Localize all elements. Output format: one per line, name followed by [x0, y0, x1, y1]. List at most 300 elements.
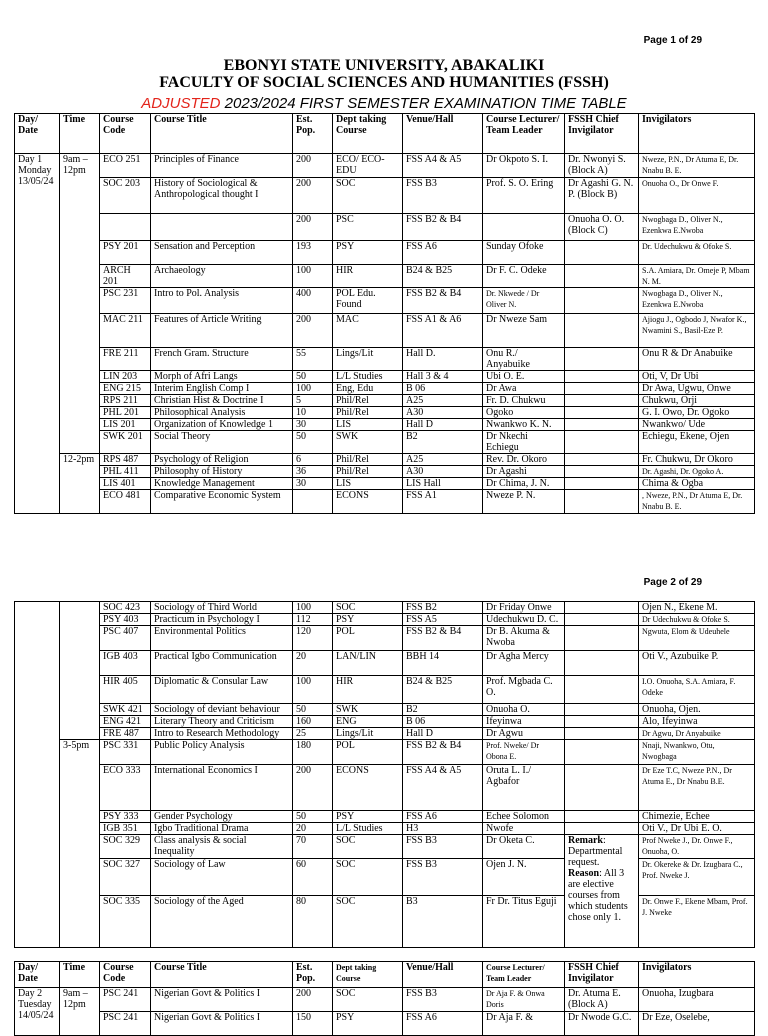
time-cell: 3-5pm — [60, 740, 100, 948]
course-title: Psychology of Religion — [151, 454, 293, 466]
table-row — [15, 490, 755, 514]
est-pop: 36 — [293, 466, 333, 478]
course-code: PHL 411 — [100, 466, 151, 478]
course-code: ECO 251 — [100, 154, 151, 178]
chief-invigilator: Dr Nwode G.C. — [565, 1012, 639, 1036]
venue: A25 — [403, 454, 483, 466]
course-title: Sociology of Third World — [151, 602, 293, 614]
invigilators: Dr. Udechukwu & Ofoke S. — [639, 241, 755, 265]
table-row — [15, 478, 755, 490]
est-pop: 200 — [293, 765, 333, 811]
course-code: PSC 231 — [100, 288, 151, 314]
course-code: SWK 421 — [100, 704, 151, 716]
dept: HIR — [333, 265, 403, 288]
course-title: Class analysis & social Inequality — [151, 835, 293, 859]
dept: ECONS — [333, 490, 403, 514]
est-pop: 50 — [293, 704, 333, 716]
venue: A30 — [403, 407, 483, 419]
table-header-row — [15, 114, 755, 154]
course-title: Christian Hist & Doctrine I — [151, 395, 293, 407]
time-cell-empty — [60, 602, 100, 740]
course-code: PSC 241 — [100, 988, 151, 1012]
invigilators: I.O. Onuoha, S.A. Amiara, F. Odeke — [639, 676, 755, 704]
course-code: IGB 403 — [100, 651, 151, 676]
est-pop: 100 — [293, 265, 333, 288]
venue: B2 — [403, 431, 483, 454]
venue: B24 & B25 — [403, 676, 483, 704]
venue: FSS A1 & A6 — [403, 314, 483, 348]
dept: SOC — [333, 835, 403, 859]
course-title: Social Theory — [151, 431, 293, 454]
page-number: Page 2 of 29 — [643, 577, 702, 588]
course-title: Intro to Pol. Analysis — [151, 288, 293, 314]
day-date-header: Day/ Date — [15, 962, 60, 988]
lecturer: Nwofe — [483, 823, 565, 835]
lecturer: Dr F. C. Odeke — [483, 265, 565, 288]
day-cell: Day 1 Monday 13/05/24 — [15, 154, 60, 514]
remark-cell — [565, 835, 639, 948]
table-row — [15, 454, 755, 466]
course-title: Interim English Comp I — [151, 383, 293, 395]
invigilators: Dr. Agashi, Dr. Ogoko A. — [639, 466, 755, 478]
table-row — [15, 811, 755, 823]
course-title-header: Course Title — [151, 114, 293, 154]
dept: L/L Studies — [333, 371, 403, 383]
est-pop: 150 — [293, 1012, 333, 1036]
dept: POL — [333, 740, 403, 765]
course-title: Nigerian Govt & Politics I — [151, 988, 293, 1012]
lecturer: Dr Nkechi Echiegu — [483, 431, 565, 454]
course-code: ECO 481 — [100, 490, 151, 514]
invigilators: Dr Udechukwu & Ofoke S. — [639, 614, 755, 626]
chief-invigilator: Dr Agashi G. N. P. (Block B) — [565, 178, 639, 214]
invigilators: Prof Nweke J., Dr. Onwe F., Onuoha, O. — [639, 835, 755, 859]
est-pop: 70 — [293, 835, 333, 859]
invigilators: Onuoha, Izugbara — [639, 988, 755, 1012]
course-code: ECO 333 — [100, 765, 151, 811]
invigilators: Fr. Chukwu, Dr Okoro — [639, 454, 755, 466]
course-code: SOC 329 — [100, 835, 151, 859]
title-adjusted: ADJUSTED — [141, 95, 221, 112]
venue: Hall D — [403, 728, 483, 740]
dept: PSY — [333, 1012, 403, 1036]
table-row — [15, 859, 755, 896]
chief-invigilator — [565, 626, 639, 651]
est-pop — [293, 490, 333, 514]
est-pop: 5 — [293, 395, 333, 407]
est-pop: 200 — [293, 314, 333, 348]
course-code: SOC 335 — [100, 896, 151, 948]
course-title-header: Course Title — [151, 962, 293, 988]
venue: FSS B2 & B4 — [403, 288, 483, 314]
lecturer — [483, 214, 565, 241]
course-title: French Gram. Structure — [151, 348, 293, 371]
course-code: FRE 211 — [100, 348, 151, 371]
table-row — [15, 431, 755, 454]
invigilators: Chimezie, Echee — [639, 811, 755, 823]
est-pop: 120 — [293, 626, 333, 651]
invigilators-header: Invigilators — [639, 114, 755, 154]
invigilators: Echiegu, Ekene, Ojen — [639, 431, 755, 454]
course-title: Practicum in Psychology I — [151, 614, 293, 626]
est-pop: 100 — [293, 602, 333, 614]
est-pop: 400 — [293, 288, 333, 314]
lecturer: Rev. Dr. Okoro — [483, 454, 565, 466]
lecturer: Dr. Nkwede / Dr Oliver N. — [483, 288, 565, 314]
invigilators: G. I. Owo, Dr. Ogoko — [639, 407, 755, 419]
est-pop: 160 — [293, 716, 333, 728]
table-row — [15, 704, 755, 716]
chief-invigilator — [565, 288, 639, 314]
table-row — [15, 676, 755, 704]
dept: LIS — [333, 419, 403, 431]
est-pop: 20 — [293, 651, 333, 676]
course-title: Philosophy of History — [151, 466, 293, 478]
est-pop: 50 — [293, 811, 333, 823]
course-code: SOC 423 — [100, 602, 151, 614]
est-pop: 30 — [293, 419, 333, 431]
course-title: International Economics I — [151, 765, 293, 811]
course-code: MAC 211 — [100, 314, 151, 348]
invigilators: Nwogbaga D., Oliver N., Ezenkwa E.Nwoba — [639, 214, 755, 241]
course-code — [100, 214, 151, 241]
table-row — [15, 835, 755, 859]
est-pop: 100 — [293, 676, 333, 704]
invigilators: S.A. Amiara, Dr. Omeje P, Mbam N. M. — [639, 265, 755, 288]
est-pop: 200 — [293, 178, 333, 214]
venue: FSS B2 & B4 — [403, 740, 483, 765]
course-code: PSC 407 — [100, 626, 151, 651]
course-title: Practical Igbo Communication — [151, 651, 293, 676]
chief-invigilator — [565, 651, 639, 676]
course-title: Organization of Knowledge 1 — [151, 419, 293, 431]
course-title: Knowledge Management — [151, 478, 293, 490]
course-title: Sociology of Law — [151, 859, 293, 896]
course-code: HIR 405 — [100, 676, 151, 704]
table-row — [15, 241, 755, 265]
course-title: Sociology of deviant behaviour — [151, 704, 293, 716]
est-pop: 100 — [293, 383, 333, 395]
dept: SWK — [333, 704, 403, 716]
dept: MAC — [333, 314, 403, 348]
chief-invigilator — [565, 454, 639, 466]
table-row — [15, 395, 755, 407]
venue: FSS A4 & A5 — [403, 765, 483, 811]
course-code: PSC 331 — [100, 740, 151, 765]
chief-invigilator — [565, 314, 639, 348]
course-title: Archaeology — [151, 265, 293, 288]
page-number: Page 1 of 29 — [643, 35, 702, 46]
chief-invigilator — [565, 765, 639, 811]
venue: FSS B3 — [403, 178, 483, 214]
chief-invigilator — [565, 602, 639, 614]
invigilators: Ajiogu J., Ogbodo J, Nwafor K., Nwamini S., Basil-Eze P. — [639, 314, 755, 348]
dept: ECO/ ECO-EDU — [333, 154, 403, 178]
dept: POL Edu. Found — [333, 288, 403, 314]
time-cell: 12-2pm — [60, 454, 100, 514]
chief-invigilator — [565, 383, 639, 395]
course-code: LIS 201 — [100, 419, 151, 431]
course-title: Features of Article Writing — [151, 314, 293, 348]
table-row — [15, 651, 755, 676]
lecturer: Dr Aja F. & — [483, 1012, 565, 1036]
table-row — [15, 383, 755, 395]
chief-invigilator: Onuoha O. O. (Block C) — [565, 214, 639, 241]
dept: POL — [333, 626, 403, 651]
course-title: Morph of Afri Langs — [151, 371, 293, 383]
venue: LIS Hall — [403, 478, 483, 490]
course-code: PSY 201 — [100, 241, 151, 265]
table-row — [15, 716, 755, 728]
time-cell: 9am – 12pm — [60, 154, 100, 454]
course-code: SOC 203 — [100, 178, 151, 214]
dept: Phil/Rel — [333, 395, 403, 407]
venue: FSS B2 & B4 — [403, 626, 483, 651]
lecturer: Nweze P. N. — [483, 490, 565, 514]
reason-label: Reason — [568, 868, 600, 879]
venue: FSS A1 — [403, 490, 483, 514]
table-row — [15, 896, 755, 948]
venue: B24 & B25 — [403, 265, 483, 288]
est-pop: 6 — [293, 454, 333, 466]
course-title: Comparative Economic System — [151, 490, 293, 514]
chief-invigilator — [565, 348, 639, 371]
course-code: SWK 201 — [100, 431, 151, 454]
table-row — [15, 288, 755, 314]
chief-invigilator — [565, 704, 639, 716]
invigilators: Dr Agwu, Dr Anyabuike — [639, 728, 755, 740]
table-row — [15, 178, 755, 214]
chief-invigilator — [565, 265, 639, 288]
dept: PSY — [333, 614, 403, 626]
est-pop: 55 — [293, 348, 333, 371]
invigilators: Nwogbaga D., Oliver N., Ezenkwa E.Nwoba — [639, 288, 755, 314]
lecturer: Prof. Mgbada C. O. — [483, 676, 565, 704]
table-row — [15, 154, 755, 178]
course-title: Diplomatic & Consular Law — [151, 676, 293, 704]
lecturer: Dr Oketa C. — [483, 835, 565, 859]
invigilators: Onu R & Dr Anabuike — [639, 348, 755, 371]
invigilators: Onuoha O., Dr Onwe F. — [639, 178, 755, 214]
est-pop: 112 — [293, 614, 333, 626]
course-code: LIN 203 — [100, 371, 151, 383]
course-title: Public Policy Analysis — [151, 740, 293, 765]
dept: Lings/Lit — [333, 728, 403, 740]
est-pop: 60 — [293, 859, 333, 896]
chief-invigilator — [565, 728, 639, 740]
table-row — [15, 988, 755, 1012]
chief-invigilator — [565, 823, 639, 835]
venue: FSS B3 — [403, 988, 483, 1012]
est-pop: 193 — [293, 241, 333, 265]
course-title: Philosophical Analysis — [151, 407, 293, 419]
lecturer: Dr Agha Mercy — [483, 651, 565, 676]
course-title: Nigerian Govt & Politics I — [151, 1012, 293, 1036]
invigilators: Nweze, P.N., Dr Atuma E, Dr. Nnabu B. E. — [639, 154, 755, 178]
venue: FSS B3 — [403, 835, 483, 859]
invigilators: Ngwuta, Elom & Udeuhele — [639, 626, 755, 651]
est-pop-header: Est. Pop. — [293, 962, 333, 988]
est-pop: 25 — [293, 728, 333, 740]
table-row — [15, 214, 755, 241]
table-row — [15, 602, 755, 614]
timetable-day1-continued — [14, 601, 755, 948]
course-code: LIS 401 — [100, 478, 151, 490]
lecturer: Dr Friday Onwe — [483, 602, 565, 614]
venue: Hall D. — [403, 348, 483, 371]
chief-invigilator — [565, 490, 639, 514]
dept: SWK — [333, 431, 403, 454]
course-title: Igbo Traditional Drama — [151, 823, 293, 835]
chief-invigilator — [565, 466, 639, 478]
table-row — [15, 626, 755, 651]
title-rest: 2023/2024 FIRST SEMESTER EXAMINATION TIME TABLE — [220, 95, 627, 112]
chief-invigilator — [565, 811, 639, 823]
table-row — [15, 765, 755, 811]
course-title: Literary Theory and Criticism — [151, 716, 293, 728]
course-code: RPS 487 — [100, 454, 151, 466]
invigilators: Dr. Okereke & Dr. Izugbara C., Prof. Nweke J. — [639, 859, 755, 896]
lecturer: Ifeyinwa — [483, 716, 565, 728]
est-pop: 10 — [293, 407, 333, 419]
venue: BBH 14 — [403, 651, 483, 676]
lecturer: Dr Agwu — [483, 728, 565, 740]
dept: HIR — [333, 676, 403, 704]
table-row — [15, 348, 755, 371]
chief-invigilator: Dr. Nwonyi S. (Block A) — [565, 154, 639, 178]
lecturer: Dr Aja F. & Onwa Doris — [483, 988, 565, 1012]
timetable-day2 — [14, 961, 755, 1036]
dept: SOC — [333, 896, 403, 948]
chief-invigilator — [565, 431, 639, 454]
time-cell: 9am – 12pm — [60, 988, 100, 1036]
est-pop: 20 — [293, 823, 333, 835]
invigilators: Chukwu, Orji — [639, 395, 755, 407]
invigilators: Alo, Ifeyinwa — [639, 716, 755, 728]
lecturer: Sunday Ofoke — [483, 241, 565, 265]
invigilators: Chima & Ogba — [639, 478, 755, 490]
lecturer: Ogoko — [483, 407, 565, 419]
lecturer: Dr Okpoto S. I. — [483, 154, 565, 178]
dept: SOC — [333, 602, 403, 614]
invigilators: Dr Eze T.C, Nweze P.N., Dr Atuma E., Dr Nnabu B.E. — [639, 765, 755, 811]
venue: FSS B2 — [403, 602, 483, 614]
day-cell: Day 2 Tuesday 14/05/24 — [15, 988, 60, 1036]
venue: B 06 — [403, 716, 483, 728]
venue: FSS A5 — [403, 614, 483, 626]
invigilators: Oti V., Azubuike P. — [639, 651, 755, 676]
course-title: Sociology of the Aged — [151, 896, 293, 948]
table-row — [15, 466, 755, 478]
lecturer: Onu R./ Anyabuike — [483, 348, 565, 371]
table-header-row — [15, 962, 755, 988]
est-pop: 200 — [293, 154, 333, 178]
venue: A30 — [403, 466, 483, 478]
chief-invigilator — [565, 407, 639, 419]
table-row — [15, 823, 755, 835]
course-title: Environmental Politics — [151, 626, 293, 651]
table-row — [15, 419, 755, 431]
table-row — [15, 371, 755, 383]
lecturer: Dr Agashi — [483, 466, 565, 478]
est-pop-header: Est. Pop. — [293, 114, 333, 154]
day-date-header: Day/ Date — [15, 114, 60, 154]
course-code: PSY 403 — [100, 614, 151, 626]
remark-label: Remark — [568, 835, 603, 846]
lecturer: Ojen J. N. — [483, 859, 565, 896]
course-code: ENG 421 — [100, 716, 151, 728]
est-pop: 180 — [293, 740, 333, 765]
chief-invigilator-header: FSSH Chief Invigilator — [565, 114, 639, 154]
dept-header: Dept taking Course — [333, 962, 403, 988]
chief-invigilator-header: FSSH Chief Invigilator — [565, 962, 639, 988]
chief-invigilator — [565, 371, 639, 383]
table-row — [15, 314, 755, 348]
invigilators: Dr. Onwe F., Ekene Mbam, Prof. J. Nweke — [639, 896, 755, 948]
dept: PSY — [333, 241, 403, 265]
course-code: FRE 487 — [100, 728, 151, 740]
est-pop: 30 — [293, 478, 333, 490]
invigilators: , Nweze, P.N., Dr Atuma E, Dr. Nnabu B. E. — [639, 490, 755, 514]
venue: B2 — [403, 704, 483, 716]
dept: PSY — [333, 811, 403, 823]
est-pop: 200 — [293, 988, 333, 1012]
venue: B3 — [403, 896, 483, 948]
venue: FSS A6 — [403, 241, 483, 265]
dept: L/L Studies — [333, 823, 403, 835]
est-pop: 80 — [293, 896, 333, 948]
lecturer: Prof. Nweke/ Dr Obona E. — [483, 740, 565, 765]
est-pop: 50 — [293, 371, 333, 383]
dept: SOC — [333, 988, 403, 1012]
lecturer: Prof. S. O. Ering — [483, 178, 565, 214]
course-code: RPS 211 — [100, 395, 151, 407]
timetable-day1 — [14, 113, 755, 514]
table-row — [15, 265, 755, 288]
course-code-header: Course Code — [100, 114, 151, 154]
faculty-name: FACULTY OF SOCIAL SCIENCES AND HUMANITIES (FSSH) — [159, 74, 609, 91]
dept: Phil/Rel — [333, 407, 403, 419]
university-name: EBONYI STATE UNIVERSITY, ABAKALIKI — [223, 57, 545, 74]
course-code: SOC 327 — [100, 859, 151, 896]
lecturer: Dr Awa — [483, 383, 565, 395]
venue: A25 — [403, 395, 483, 407]
lecturer: Fr Dr. Titus Eguji — [483, 896, 565, 948]
invigilators: Nnaji, Nwankwo, Otu, Nwogbaga — [639, 740, 755, 765]
dept: PSC — [333, 214, 403, 241]
lecturer: Dr B. Akuma & Nwoba — [483, 626, 565, 651]
venue: H3 — [403, 823, 483, 835]
invigilators: Onuoha, Ojen. — [639, 704, 755, 716]
lecturer-header: Course Lecturer/ Team Leader — [483, 114, 565, 154]
venue: FSS A6 — [403, 1012, 483, 1036]
table-row — [15, 728, 755, 740]
dept: LAN/LIN — [333, 651, 403, 676]
table-row — [15, 740, 755, 765]
venue: FSS B2 & B4 — [403, 214, 483, 241]
course-code: ENG 215 — [100, 383, 151, 395]
dept: ECONS — [333, 765, 403, 811]
lecturer: Udechukwu D. C. — [483, 614, 565, 626]
est-pop: 200 — [293, 214, 333, 241]
venue: FSS B3 — [403, 859, 483, 896]
venue: B 06 — [403, 383, 483, 395]
invigilators-header: Invigilators — [639, 962, 755, 988]
invigilators: Oti, V, Dr Ubi — [639, 371, 755, 383]
course-code: IGB 351 — [100, 823, 151, 835]
dept: ENG — [333, 716, 403, 728]
course-code: PHL 201 — [100, 407, 151, 419]
